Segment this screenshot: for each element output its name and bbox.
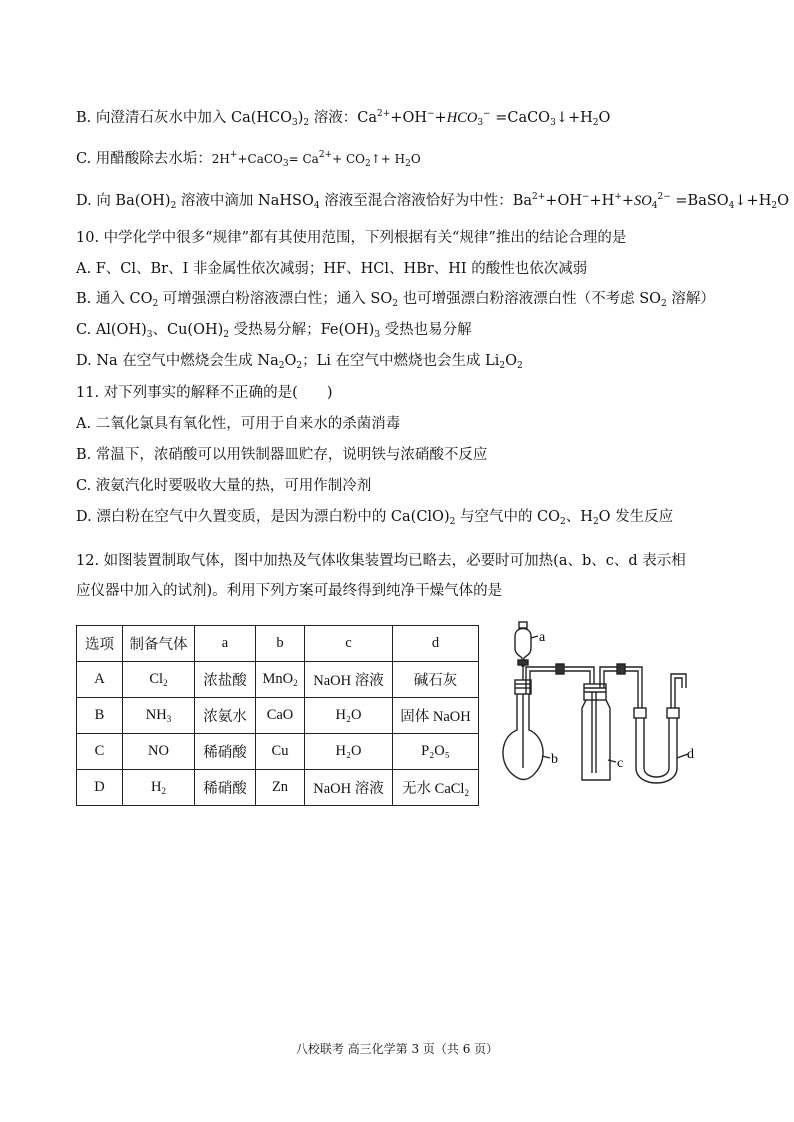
q11-option-a: A. 二氧化氯具有氧化性，可用于自来水的杀菌消毒 [76, 416, 401, 432]
table-row [77, 734, 479, 770]
reagent-b-cell: MnO$_2$ [256, 662, 305, 698]
q12-stem-line2: 应仪器中加入的试剂)。利用下列方案可最终得到纯净干燥气体的是 [76, 583, 503, 599]
label-b: b [551, 752, 558, 767]
option-cell: B [77, 698, 123, 734]
table-header-cell: c [305, 626, 393, 662]
option-cell: D [77, 770, 123, 806]
gas-cell: NO [123, 734, 195, 770]
label-a: a [539, 630, 546, 645]
q10-option-c: C. $Al(OH)_3$、$Cu(OH)_2$ 受热易分解；$Fe(OH)_3$ 受热也易分解 [76, 322, 472, 340]
table-header-cell: a [195, 626, 256, 662]
label-c: c [617, 756, 624, 771]
table-row [77, 662, 479, 698]
table-header-cell: 制备气体 [123, 626, 195, 662]
table-header-cell: d [393, 626, 479, 662]
flask-stopper [515, 680, 531, 694]
reagent-d-cell: 固体 NaOH [393, 698, 479, 734]
reagent-c-cell: H₂O [305, 734, 393, 770]
q10-option-d: D. Na 在空气中燃烧会生成 $Na_2O_2$；Li 在空气中燃烧也会生成 $Li_2O_2$ [76, 353, 523, 371]
q11-option-b: B. 常温下，浓硝酸可以用铁制器皿贮存，说明铁与浓硝酸不反应 [76, 447, 488, 463]
q9-option-c: C. 用醋酸除去水垢：2H++CaCO$_3$= $Ca^{2+}+$ $CO_2↑+ H_2O$ [76, 150, 421, 169]
gas-apparatus-diagram [490, 618, 700, 803]
gas-cell: $NH_3$ [123, 698, 195, 734]
reagent-a-cell: 稀硝酸 [195, 734, 256, 770]
u-tube-left-stopper [634, 708, 646, 718]
table-header-row [77, 626, 479, 662]
page-footer: 八校联考 高三化学第 3 页（共 6 页） [295, 1042, 499, 1056]
tube-clamp-1 [556, 664, 564, 674]
q9-option-b: B. 向澄清石灰水中加入 $Ca(HCO_3)_2$ 溶液：$Ca^{2+}+OH^-+HCO_3^-$ $=CaCO_3↓+H_2O$ [76, 109, 611, 128]
table-header-cell: 选项 [77, 626, 123, 662]
q11-option-d: D. 漂白粉在空气中久置变质，是因为漂白粉中的 $Ca(ClO)_2$ 与空气中的 $CO_2$、$H_2O$ 发生反应 [76, 509, 674, 527]
gas-cell: $H_2$ [123, 770, 195, 806]
option-cell: A [77, 662, 123, 698]
q10-option-b: B. 通入 $CO_2$ 可增强漂白粉溶液漂白性；通入 $SO_2$ 也可增强漂白粉溶液漂白性（不考虑 $SO_2$ 溶解） [76, 291, 715, 309]
table-row [77, 698, 479, 734]
tube-clamp-2 [617, 664, 625, 674]
option-cell: C [77, 734, 123, 770]
reagent-c-cell: H₂O [305, 698, 393, 734]
q11-stem: 11. 对下列事实的解释不正确的是( ) [76, 385, 333, 401]
reagent-a-cell: 浓盐酸 [195, 662, 256, 698]
reagent-b-cell: Zn [256, 770, 305, 806]
reagent-d-cell: 无水 CaCl$_2$ [393, 770, 479, 806]
q10-option-a: A. F、Cl、Br、I 非金属性依次减弱；HF、HCl、HBr、HI 的酸性也依次减弱 [76, 261, 588, 277]
reagent-d-cell: 碱石灰 [393, 662, 479, 698]
reagent-b-cell: CaO [256, 698, 305, 734]
q9-option-d: D. 向 $Ba(OH)_2$ 溶液中滴加 NaHSO$_4$ 溶液至混合溶液恰好为中性：$Ba^{2+}+OH^-+H^++SO_4^{2-}$ $=BaSO_4↓+H_2O$ [76, 192, 789, 211]
reagent-c-cell: NaOH 溶液 [305, 770, 393, 806]
table-header-cell: b [256, 626, 305, 662]
q11-option-c: C. 液氨汽化时要吸收大量的热，可用作制冷剂 [76, 478, 372, 494]
reagent-b-cell: Cu [256, 734, 305, 770]
options-table [76, 625, 479, 806]
reagent-d-cell: P₂O₅ [393, 734, 479, 770]
reagent-a-cell: 稀硝酸 [195, 770, 256, 806]
q10-stem: 10. 中学化学中很多“规律”都有其使用范围，下列根据有关“规律”推出的结论合理的是 [76, 230, 627, 246]
label-d: d [687, 747, 694, 762]
gas-cell: $Cl_2$ [123, 662, 195, 698]
reagent-a-cell: 浓氨水 [195, 698, 256, 734]
funnel-stopper [519, 622, 527, 628]
u-tube-right-stopper [667, 708, 679, 718]
outlet-tube [671, 674, 686, 708]
table-row [77, 770, 479, 806]
q12-stem-line1: 12. 如图装置制取气体，图中加热及气体收集装置均已略去，必要时可加热(a、b、c、d 表示相 [76, 553, 686, 569]
reagent-c-cell: NaOH 溶液 [305, 662, 393, 698]
u-tube [636, 718, 677, 783]
funnel-stopcock [518, 660, 528, 665]
